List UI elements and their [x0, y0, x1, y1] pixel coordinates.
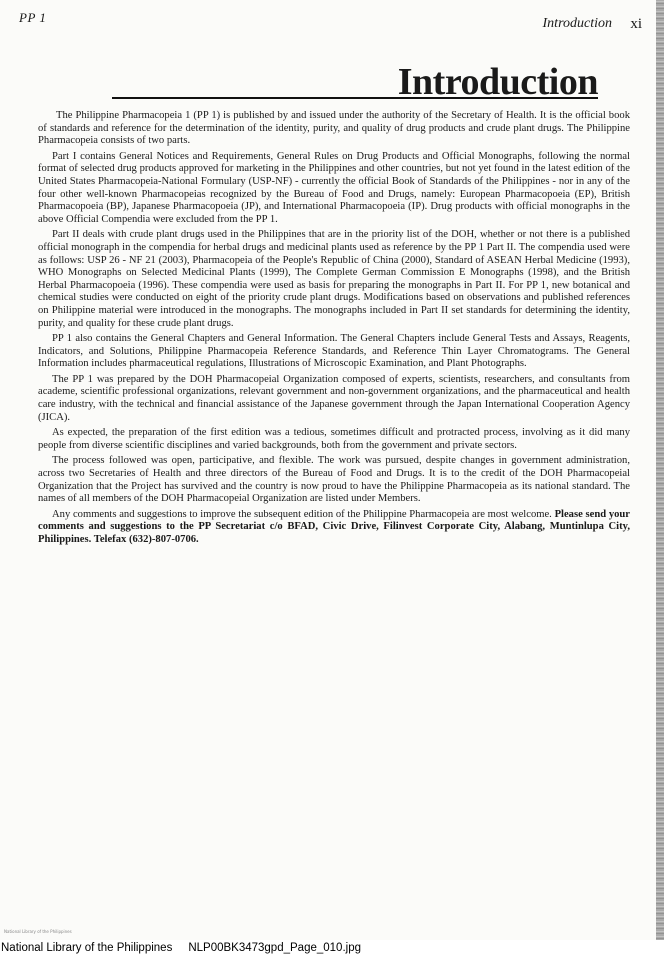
closing-paragraph — [38, 509, 630, 547]
title-rule — [112, 97, 598, 99]
paragraph: The Philippine Pharmacopeia 1 (PP 1) is published by and issued under the authority of the Secretary of Health. It is the official book of standards and reference for the determination of the identity, purity, and quality of drug products and crude plant drugs. The Philippine Pharmacopeia consists of two parts. — [38, 110, 630, 147]
paragraph: The process followed was open, participative, and flexible. The work was pursued, despite changes in government administration, across two Secretaries of Health and three directors of the Bureau of Food and Drugs. It is to the credit of the DOH Pharmacopeial Organization that the Project has survived and the country is now proud to have the Philippine Pharmacopeia as its national standard. The names of all members of the DOH Pharmacopeial Organization are listed under Members. — [38, 455, 630, 505]
page-number: xi — [630, 16, 642, 32]
running-head-section: Introduction — [542, 16, 612, 31]
page-title: Introduction — [397, 61, 598, 103]
footer-caption — [0, 940, 664, 957]
footer-library: National Library of the Philippines — [1, 942, 173, 954]
footer-filename: NLP00BK3473gpd_Page_010.jpg — [188, 942, 361, 954]
body-text — [38, 110, 630, 550]
paragraph: The PP 1 was prepared by the DOH Pharmacopeial Organization composed of experts, scientists, researchers, and consultants from academe, scientific professional organizations, relevant government and non-government organizations, and the pharmaceutical and health care industry, with the technical and financial assistance of the Japanese government through the Japan International Cooperation Agency (JICA). — [38, 373, 630, 423]
closing-lead: Any comments and suggestions to improve the subsequent edition of the Philippine Pharmacopeia are most welcome. — [52, 508, 552, 520]
scan-tiny-note: National Library of the Philippines — [4, 929, 72, 934]
scan-edge-artifact — [656, 0, 664, 940]
closing-contact: Please send your comments and suggestions to the PP Secretariat c/o BFAD, Civic Drive, Filinvest Corporate City, Alabang, Muntinlupa City, Philippines. Telefax (632)-807-0706. — [38, 508, 631, 545]
paragraph: As expected, the preparation of the first edition was a tedious, sometimes difficult and protracted process, involving as it did many people from diverse scientific disciplines and varied backgrounds, both from the government and private sectors. — [38, 427, 630, 451]
running-head-left: PP 1 — [19, 10, 47, 25]
paragraph: PP 1 also contains the General Chapters and General Information. The General Chapters include General Tests and Assays, Reagents, Indicators, and Solutions, Philippine Pharmacopeia Reference Standards, and Reference Thin Layer Chromatograms. The General Information includes pharmaceutical regulations, Illustrations of Microscopic Examination, and Plant Photographs. — [38, 333, 630, 370]
paragraph: Part I contains General Notices and Requirements, General Rules on Drug Products and Official Monographs, following the normal format of selected drug products approved for marketing in the Philippines and other countries, but not yet found in the latest edition of the United States Pharmacopeia-National Formulary (USP-NF) - currently the official Book of Standards of the Philippines - nor in any of the four other well-known Pharmacopeias recognized by the Bureau of Food and Drugs, namely: European Pharmacopoeia (EP), British Pharmacopoeia (BP), Japanese Pharmacopoeia (JP), and International Pharmacopoeia (IP). Drug products with official monographs in the above Official Compendia were excluded from the PP 1. — [38, 150, 630, 225]
paragraph: Part II deals with crude plant drugs used in the Philippines that are in the priority list of the DOH, whether or not there is a published official monograph in the compendia for herbal drugs and medicinal plants used as reference by the PP 1 Part II. The compendia used were as follows: USP 26 - NF 21 (2003), Pharmacopeia of the People's Republic of China (2000), Standard of ASEAN Herbal Medicine (1993), WHO Monographs on Selected Medicinal Plants (1999), The Complete German Commission E Monographs (1998), and the British Herbal Pharmacopoeia (1996). These compendia were used as basis for preparing the monographs in Part II. For PP 1, new botanical and chemical studies were conducted on eight of the priority crude plant drugs. Modifications based on observations and published references on Philippine material were introduced in the monographs. The monographs included in Part II set standards for determining the identity, purity, and quality for these crude plant drugs. — [38, 229, 630, 329]
